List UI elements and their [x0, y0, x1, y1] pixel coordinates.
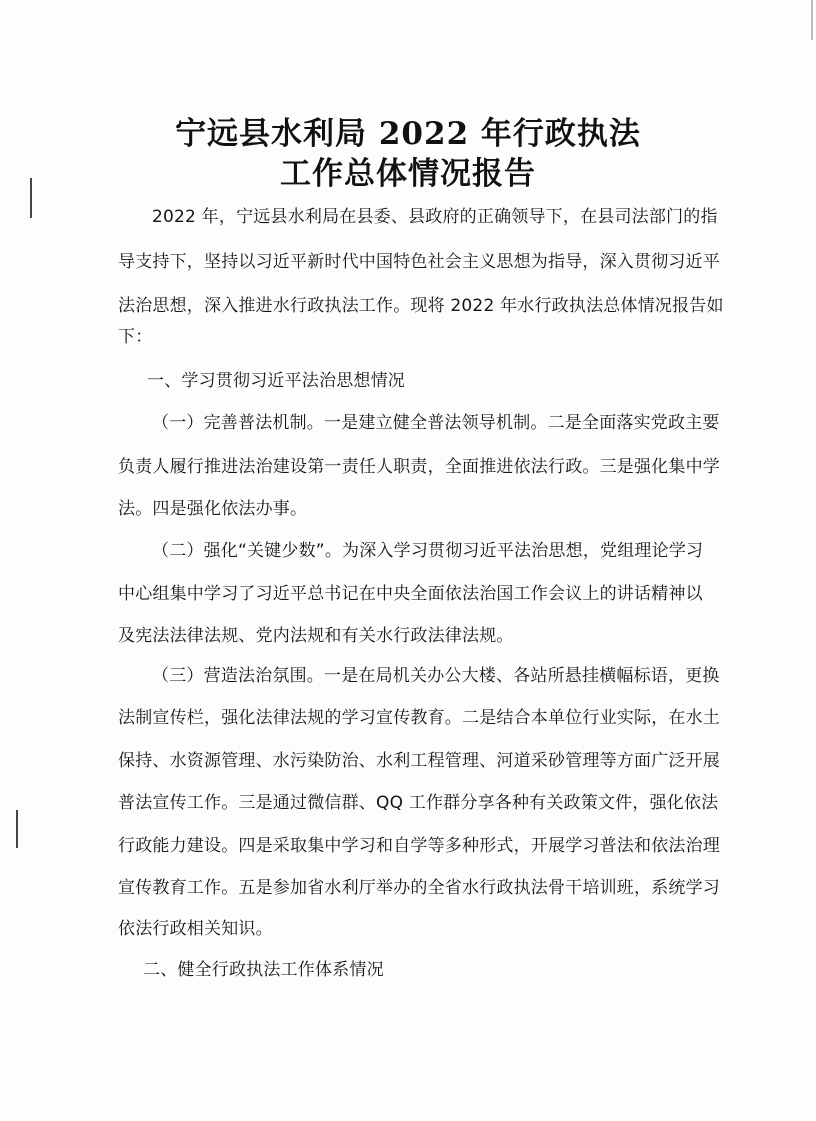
paragraph-line: 及宪法法律法规、党内法规和有关水行政法律法规。 — [118, 626, 514, 646]
paragraph-line: 负责人履行推进法治建设第一责任人职责，全面推进依法行政。三是强化集中学 — [118, 457, 720, 477]
document-title-line-1: 宁远县水利局 2022 年行政执法 — [175, 116, 641, 152]
paragraph-line: 法制宣传栏，强化法律法规的学习宣传教育。二是结合本单位行业实际，在水土 — [118, 708, 720, 728]
document-title-line-2: 工作总体情况报告 — [280, 156, 536, 192]
paragraph-line: （三）营造法治氛围。一是在局机关办公大楼、各站所悬挂横幅标语，更换 — [152, 666, 720, 686]
paragraph-line: 法。四是强化依法办事。 — [118, 499, 308, 519]
paragraph-line: 保持、水资源管理、水污染防治、水利工程管理、河道采砂管理等方面广泛开展 — [118, 751, 720, 771]
section-heading: 一、学习贯彻习近平法治思想情况 — [147, 371, 405, 391]
scan-margin-mark — [16, 810, 18, 848]
paragraph-line: 2022 年，宁远县水利局在县委、县政府的正确领导下，在县司法部门的指 — [152, 207, 718, 227]
paragraph-line: 行政能力建设。四是采取集中学习和自学等多种形式，开展学习普法和依法治理 — [118, 836, 720, 856]
scan-edge-mark — [811, 0, 813, 40]
paragraph-line: 中心组集中学习了习近平总书记在中央全面依法治国工作会议上的讲话精神以 — [118, 584, 703, 604]
paragraph-line: 宣传教育工作。五是参加省水利厅举办的全省水行政执法骨干培训班，系统学习 — [118, 878, 720, 898]
section-heading: 二、健全行政执法工作体系情况 — [143, 960, 384, 980]
paragraph-line: 普法宣传工作。三是通过微信群、QQ 工作群分享各种有关政策文件，强化依法 — [118, 793, 719, 813]
paragraph-line: 下： — [118, 327, 153, 347]
paragraph-line: 导支持下，坚持以习近平新时代中国特色社会主义思想为指导，深入贯彻习近平 — [118, 252, 720, 272]
paragraph-line: （二）强化“关键少数”。为深入学习贯彻习近平法治思想，党组理论学习 — [152, 541, 704, 561]
paragraph-line: （一）完善普法机制。一是建立健全普法领导机制。二是全面落实党政主要 — [152, 413, 720, 433]
paragraph-line: 依法行政相关知识。 — [118, 919, 273, 939]
paragraph-line: 法治思想，深入推进水行政执法工作。现将 2022 年水行政执法总体情况报告如 — [118, 296, 724, 316]
